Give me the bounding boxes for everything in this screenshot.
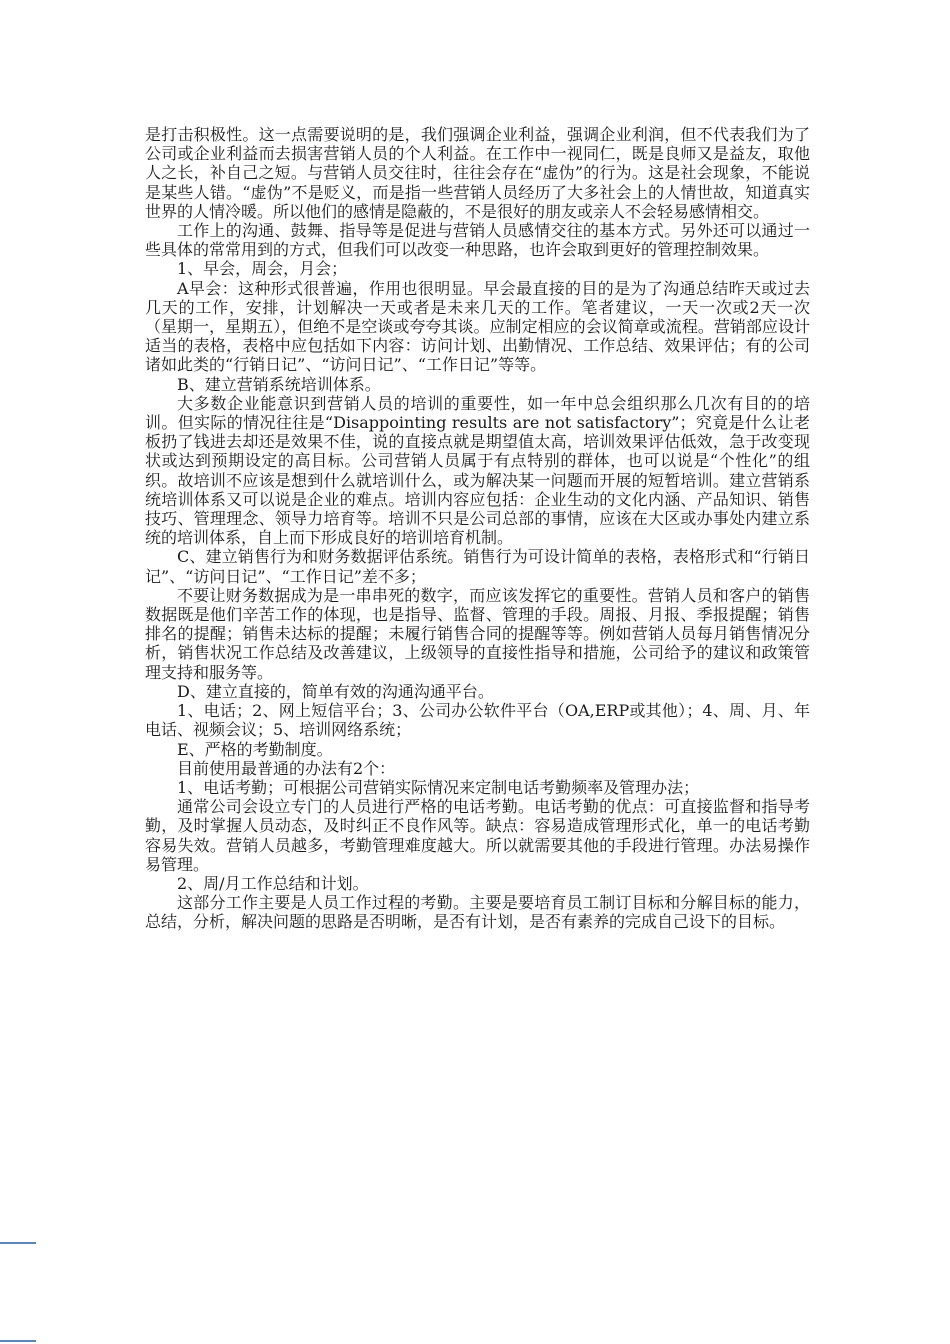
paragraph-15: 2、周/月工作总结和计划。 bbox=[177, 873, 369, 893]
paragraph-13: 1、电话考勤；可根据公司营销实际情况来定制电话考勤频率及管理办法； bbox=[177, 777, 700, 797]
paragraph-7: C、建立销售行为和财务数据评估系统。销售行为可设计简单的表格，表格形式和“行销日记”、“访问日记”、“工作日记”差不多； bbox=[145, 547, 810, 586]
paragraph-5: B、建立营销系统培训体系。 bbox=[177, 374, 381, 394]
paragraph-3: 1、早会，周会，月会； bbox=[177, 259, 348, 279]
paragraph-2: 工作上的沟通、鼓舞、指导等是促进与营销人员感情交往的基本方式。另外还可以通过一些具体的常常用到的方式，但我们可以改变一种思路，也许会取到更好的管理控制效果。 bbox=[145, 221, 810, 260]
paragraph-6: 大多数企业能意识到营销人员的培训的重要性，如一年中总会组织那么几次有目的的培训。但实际的情况往往是“Disappointing results are not satisfactory”；究竟是什么让老板扔了钱进去却还是效果不佳，说的直接点就是期望值太高，培训效果评估低效，急于改变现状或达到预期设定的高目标。公司营销人员属于有点特别的群体，也可以说是“个性化”的组织。故培训不应该是想到什么就培训什么，或为解决某一问题而开展的短暂培训。建立营销系统培训体系又可以说是企业的难点。培训内容应包括：企业生动的文化内涵、产品知识、销售技巧、管理理念、领导力培育等。培训不只是公司总部的事情，应该在大区或办事处内建立系统的培训体系，自上而下形成良好的培训培育机制。 bbox=[145, 393, 810, 548]
paragraph-11: E、严格的考勤制度。 bbox=[177, 739, 333, 759]
paragraph-8: 不要让财务数据成为是一串串死的数字，而应该发挥它的重要性。营销人员和客户的销售数据既是他们辛苦工作的体现，也是指导、监督、管理的手段。周报、月报、季报提醒；销售排名的提醒；销售未达标的提醒；未履行销售合同的提醒等等。例如营销人员每月销售情况分析，销售状况工作总结及改善建议，上级领导的直接性指导和措施，公司给予的建议和政策管理支持和服务等。 bbox=[145, 585, 810, 682]
paragraph-12: 目前使用最普通的办法有2个： bbox=[177, 758, 396, 778]
paragraph-10: 1、电话；2、网上短信平台；3、公司办公软件平台（OA,ERP或其他）；4、周、月、年电话、视频会议；5、培训网络系统； bbox=[145, 701, 810, 740]
paragraph-9: D、建立直接的，简单有效的沟通沟通平台。 bbox=[177, 681, 494, 701]
paragraph-1: 是打击积极性。这一点需要说明的是，我们强调企业利益，强调企业利润，但不代表我们为了公司或企业利益而去损害营销人员的个人利益。在工作中一视同仁，既是良师又是益友，取他人之长，补自己之短。与营销人员交往时，往往会存在“虚伪”的行为。这是社会现象，不能说是某些人错。“虚伪”不是贬义，而是指一些营销人员经历了大多社会上的人情世故，知道真实世界的人情冷暖。所以他们的感情是隐蔽的，不是很好的朋友或亲人不会轻易感情相交。 bbox=[145, 125, 810, 221]
paragraph-4: A早会：这种形式很普遍，作用也很明显。早会最直接的目的是为了沟通总结昨天或过去几天的工作，安排，计划解决一天或者是未来几天的工作。笔者建议，一天一次或2天一次（星期一，星期五），但绝不是空谈或夸夸其谈。应制定相应的会议简章或流程。营销部应设计适当的表格，表格中应包括如下内容：访问计划、出勤情况、工作总结、效果评估；有的公司诸如此类的“行销日记”、“访问日记”、“工作日记”等等。 bbox=[145, 278, 810, 375]
document-body bbox=[145, 125, 810, 932]
paragraph-16: 这部分工作主要是人员工作过程的考勤。主要是要培育员工制订目标和分解目标的能力，总结，分析，解决问题的思路是否明晰，是否有计划，是否有素养的完成自己设下的目标。 bbox=[145, 893, 810, 932]
paragraph-14: 通常公司会设立专门的人员进行严格的电话考勤。电话考勤的优点：可直接监督和指导考勤，及时掌握人员动态，及时纠正不良作风等。缺点：容易造成管理形式化，单一的电话考勤容易失效。营销人员越多，考勤管理难度越大。所以就需要其他的手段进行管理。办法易操作易管理。 bbox=[145, 797, 810, 874]
page-edge-marker bbox=[0, 1340, 36, 1342]
page-edge-marker bbox=[0, 1242, 36, 1244]
